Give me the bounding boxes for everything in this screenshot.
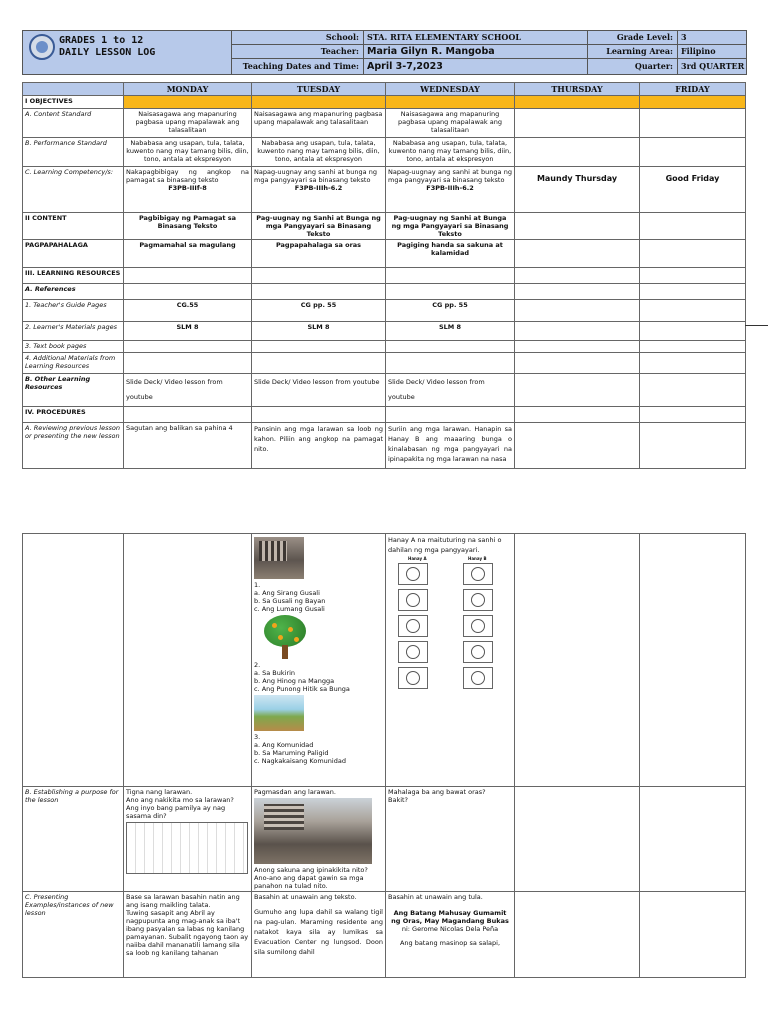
performance-standard-tue: Nababasa ang usapan, tula, talata, kuwento nang may tamang bilis, diin, tono, antala at ekspresyon: [252, 138, 386, 167]
review-wed: Suriin ang mga larawan. Hanapin sa Hanay B ang maaaring bunga o kinalabasan ng mga pangyayari na ipinapakita ng mga larawan na nasa: [386, 423, 515, 469]
procedures-heading: IV. PROCEDURES: [23, 407, 124, 423]
q1-number: 1.: [254, 581, 261, 589]
wed-matching: [386, 534, 515, 787]
q2-option-b: b. Ang Hinog na Mangga: [254, 677, 335, 685]
q2-option-c: c. Ang Punong Hitik sa Bunga: [254, 685, 350, 693]
values-mon: Pagmamahal sa magulang: [124, 240, 252, 268]
competency-mon-code: F3PB-IIIf-8: [168, 184, 207, 192]
competency-tue-text: Napag-uugnay ang sanhi at bunga ng mga pangyayari sa binasang teksto: [254, 168, 377, 184]
purpose-mon-text: Tigna nang larawan. Ano ang nakikita mo sa larawan? Ang inyo bang pamilya ay nag sasama din?: [126, 788, 234, 820]
other-resources-mon: Slide Deck/ Video lesson from youtube: [124, 374, 252, 407]
header: [22, 30, 747, 75]
grade-label: Grade Level:: [588, 31, 678, 44]
references-heading: A. References: [23, 284, 124, 300]
performance-standard-label: B. Performance Standard: [23, 138, 124, 167]
purpose-label: B. Establishing a purpose for the lesson: [23, 787, 124, 892]
collapsed-building-image: [254, 798, 372, 864]
competency-thu: Maundy Thursday: [515, 167, 640, 213]
day-header-thursday: THURSDAY: [515, 83, 640, 96]
performance-standard-wed: Nababasa ang usapan, tula, talata, kuwento nang may tamang bilis, diin, tono, antala at ekspresyon: [386, 138, 515, 167]
match-b3: [463, 615, 493, 637]
poem-author: ni: Gerome Nicolas Dela Peña: [401, 925, 499, 933]
competency-wed-code: F3PB-IIIh-6.2: [426, 184, 474, 192]
dirty-surroundings-image: [254, 695, 304, 731]
match-a1: [398, 563, 428, 585]
purpose-wed: Mahalaga ba ang bawat oras? Bakit?: [386, 787, 515, 892]
match-a3: [398, 615, 428, 637]
presenting-wed: [386, 892, 515, 978]
title-line1: GRADES 1 to 12: [59, 35, 144, 46]
q1-option-c: c. Ang Lumang Gusali: [254, 605, 325, 613]
presenting-tue-text: Gumuho ang lupa dahil sa walang tigil na pag-ulan. Maraming residente ang natakot kaya sila ay lumikas sa Evacuation Center ng lungsod. Doon sila sumilong dahil: [254, 908, 383, 956]
mango-tree-image: [262, 615, 308, 659]
day-header-blank: [23, 83, 124, 96]
teacher-label: Teacher:: [232, 45, 364, 58]
tg-tue: CG pp. 55: [252, 300, 386, 322]
lm-label: 2. Learner's Materials pages: [23, 322, 124, 341]
purpose-mon: [124, 787, 252, 892]
performance-standard-mon: Nababasa ang usapan, tula, talata, kuwento nang may tamang bilis, diin, tono, antala at ekspresyon: [124, 138, 252, 167]
competency-wed-text: Napag-uugnay ang sanhi at bunga ng mga pangyayari sa binasang teksto: [388, 168, 512, 184]
tg-mon: CG.55: [124, 300, 252, 322]
content-label: II CONTENT: [23, 213, 124, 240]
q3-option-a: a. Ang Komunidad: [254, 741, 314, 749]
day-header-monday: MONDAY: [124, 83, 252, 96]
presenting-label: C. Presenting Examples/instances of new lesson: [23, 892, 124, 978]
school-label: School:: [232, 31, 364, 44]
header-title-block: [23, 31, 232, 74]
match-b5: [463, 667, 493, 689]
match-b4: [463, 641, 493, 663]
competency-wed: [386, 167, 515, 213]
header-middle: [232, 31, 588, 74]
lm-tue: SLM 8: [252, 322, 386, 341]
hanay-b-label: Hanay B: [468, 556, 487, 561]
ruined-building-image: [254, 537, 304, 579]
deped-seal-icon: [29, 34, 55, 60]
match-a5: [398, 667, 428, 689]
tg-label: 1. Teacher's Guide Pages: [23, 300, 124, 322]
dates-value: April 3-7,2023: [367, 61, 443, 72]
q3-option-b: b. Sa Maruming Paligid: [254, 749, 329, 757]
competency-mon-text: Nakapagbibigay ng angkop na pamagat sa binasang teksto: [126, 168, 249, 184]
q3-option-c: c. Nagkakaisang Komunidad: [254, 757, 346, 765]
margin-line: [745, 325, 768, 326]
presenting-tue: [252, 892, 386, 978]
presenting-wed-top: Basahin at unawain ang tula.: [388, 893, 483, 901]
hanay-a-label: Hanay A: [408, 556, 427, 561]
objectives-heading: I OBJECTIVES: [23, 96, 124, 109]
grade-value: 3: [681, 32, 687, 42]
q1-option-b: b. Sa Gusali ng Bayan: [254, 597, 326, 605]
poem-title: Ang Batang Mahusay Gumamit ng Oras, May Magandang Bukas: [391, 909, 509, 925]
competency-tue: [252, 167, 386, 213]
content-standard-label: A. Content Standard: [23, 109, 124, 138]
competency-label: C. Learning Competency/s:: [23, 167, 124, 213]
lesson-table-page2: [22, 533, 746, 978]
review-tue: Pansinin ang mga larawan sa loob ng kahon. Piliin ang angkop na pamagat nito.: [252, 423, 386, 469]
area-label: Learning Area:: [588, 45, 678, 58]
wed-continuation: Hanay A na maituturing na sanhi o dahilan ng mga pangyayari.: [388, 536, 502, 554]
match-a2: [398, 589, 428, 611]
area-value: Filipino: [681, 46, 716, 56]
day-header-friday: FRIDAY: [640, 83, 746, 96]
match-a4: [398, 641, 428, 663]
title-line2: DAILY LESSON LOG: [59, 47, 156, 58]
content-standard-mon: Naisasagawa ang mapanuring pagbasa upang mapalawak ang talasalitaan: [124, 109, 252, 138]
family-drawing-image: [126, 822, 248, 874]
review-mon: Sagutan ang balikan sa pahina 4: [124, 423, 252, 469]
school-value: STA. RITA ELEMENTARY SCHOOL: [367, 32, 521, 42]
tg-wed: CG pp. 55: [386, 300, 515, 322]
dates-label: Teaching Dates and Time:: [232, 59, 364, 74]
presenting-mon: Base sa larawan basahin natin ang ang isang maikling talata. Tuwing sasapit ang Abril ay nagpupunta ang mag-anak sa iba't ibang pasyalan sa labas ng kanilang pamayanan. Subalit ngayong taon ay naiiba dahil mananatili lamang sila sa loob ng kanilang tahanan: [124, 892, 252, 978]
purpose-tue-top: Pagmasdan ang larawan.: [254, 788, 336, 796]
quarter-label: Quarter:: [588, 59, 678, 74]
q2-number: 2.: [254, 661, 261, 669]
day-header-wednesday: WEDNESDAY: [386, 83, 515, 96]
quarter-value: 3rd QUARTER: [681, 61, 745, 71]
competency-tue-code: F3PB-IIIh-6.2: [294, 184, 343, 192]
q2-option-a: a. Sa Bukirin: [254, 669, 296, 677]
purpose-tue-bottom: Anong sakuna ang ipinakikita nito? Ano-ano ang dapat gawin sa mga panahon na tulad nito.: [254, 866, 368, 890]
competency-fri: Good Friday: [640, 167, 746, 213]
presenting-tue-top: Basahin at unawain ang teksto.: [254, 893, 357, 901]
lm-wed: SLM 8: [386, 322, 515, 341]
header-right: [588, 31, 746, 74]
matching-type-image: [388, 555, 488, 705]
lm-mon: SLM 8: [124, 322, 252, 341]
q1-option-a: a. Ang Sirang Gusali: [254, 589, 320, 597]
other-resources-wed: Slide Deck/ Video lesson from youtube: [386, 374, 515, 407]
values-tue: Pagpapahalaga sa oras: [252, 240, 386, 268]
resources-heading: III. LEARNING RESOURCES: [23, 268, 124, 284]
content-tue: Pag-uugnay ng Sanhi at Bunga ng mga Pangyayari sa Binasang Teksto: [252, 213, 386, 240]
day-header-tuesday: TUESDAY: [252, 83, 386, 96]
other-resources-label: B. Other Learning Resources: [23, 374, 124, 407]
match-b2: [463, 589, 493, 611]
tue-title-choices: [252, 534, 386, 787]
content-mon: Pagbibigay ng Pamagat sa Binasang Teksto: [124, 213, 252, 240]
content-wed: Pag-uugnay ng Sanhi at Bunga ng mga Pangyayari sa Binasang Teksto: [386, 213, 515, 240]
additional-label: 4. Additional Materials from Learning Resources: [23, 353, 124, 374]
competency-mon: [124, 167, 252, 213]
content-standard-tue: Naisasagawa ang mapanuring pagbasa upang mapalawak ang talasalitaan: [252, 109, 386, 138]
content-standard-wed: Naisasagawa ang mapanuring pagbasa upang mapalawak ang talasalitaan: [386, 109, 515, 138]
textbook-label: 3. Text book pages: [23, 341, 124, 353]
values-label: PAGPAPAHALAGA: [23, 240, 124, 268]
other-resources-tue: Slide Deck/ Video lesson from youtube: [252, 374, 386, 407]
purpose-tue: [252, 787, 386, 892]
poem-first-line: Ang batang masinop sa salapi,: [399, 939, 501, 947]
review-label: A. Reviewing previous lesson or presenting the new lesson: [23, 423, 124, 469]
teacher-value: Maria Gilyn R. Mangoba: [367, 46, 495, 57]
lesson-table-page1: [22, 82, 746, 469]
q3-number: 3.: [254, 733, 261, 741]
values-wed: Pagiging handa sa sakuna at kalamidad: [386, 240, 515, 268]
match-b1: [463, 563, 493, 585]
